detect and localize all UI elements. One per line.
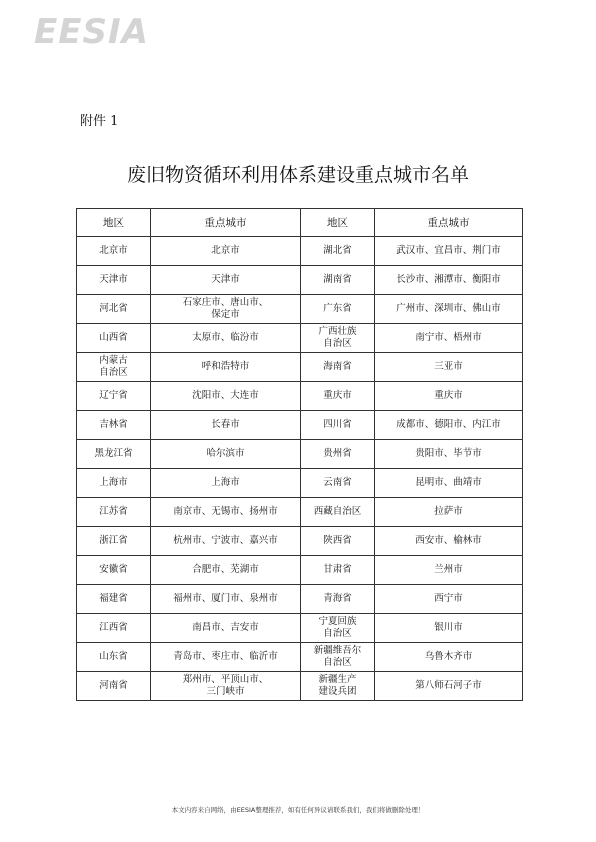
region-cell: 甘肃省 <box>301 556 375 585</box>
region-cell: 山东省 <box>77 643 151 672</box>
table-row <box>77 411 523 440</box>
cities-cell: 沈阳市、大连市 <box>151 382 301 411</box>
document-title: 废旧物资循环利用体系建设重点城市名单 <box>126 164 469 186</box>
cities-cell: 重庆市 <box>375 382 523 411</box>
region-cell: 四川省 <box>301 411 375 440</box>
table-row <box>77 324 523 353</box>
table-row <box>77 266 523 295</box>
cities-cell: 南昌市、吉安市 <box>151 614 301 643</box>
table-row <box>77 527 523 556</box>
region-cell: 江苏省 <box>77 498 151 527</box>
region-cell: 湖北省 <box>301 237 375 266</box>
cities-cell: 兰州市 <box>375 556 523 585</box>
table-body <box>77 237 523 701</box>
cities-cell: 长沙市、湘潭市、衡阳市 <box>375 266 523 295</box>
table-row <box>77 353 523 382</box>
table-row <box>77 237 523 266</box>
cities-cell: 长春市 <box>151 411 301 440</box>
region-cell: 江西省 <box>77 614 151 643</box>
cities-cell: 乌鲁木齐市 <box>375 643 523 672</box>
cities-cell: 拉萨市 <box>375 498 523 527</box>
region-cell: 重庆市 <box>301 382 375 411</box>
cities-cell: 石家庄市、唐山市、 保定市 <box>151 295 301 324</box>
region-cell: 河北省 <box>77 295 151 324</box>
table-row <box>77 295 523 324</box>
table-row <box>77 498 523 527</box>
cities-cell: 西安市、榆林市 <box>375 527 523 556</box>
cities-cell: 呼和浩特市 <box>151 353 301 382</box>
region-cell: 黑龙江省 <box>77 440 151 469</box>
region-cell: 广西壮族 自治区 <box>301 324 375 353</box>
region-cell: 北京市 <box>77 237 151 266</box>
region-cell: 安徽省 <box>77 556 151 585</box>
header-region-2: 地区 <box>301 209 375 237</box>
header-cities-1: 重点城市 <box>151 209 301 237</box>
region-cell: 浙江省 <box>77 527 151 556</box>
cities-cell: 福州市、厦门市、泉州市 <box>151 585 301 614</box>
region-cell: 内蒙古 自治区 <box>77 353 151 382</box>
region-cell: 上海市 <box>77 469 151 498</box>
cities-cell: 银川市 <box>375 614 523 643</box>
key-cities-table <box>76 208 523 701</box>
region-cell: 湖南省 <box>301 266 375 295</box>
region-cell: 辽宁省 <box>77 382 151 411</box>
table-row <box>77 556 523 585</box>
cities-cell: 贵阳市、毕节市 <box>375 440 523 469</box>
table-row <box>77 643 523 672</box>
table-row <box>77 469 523 498</box>
cities-cell: 太原市、临汾市 <box>151 324 301 353</box>
cities-cell: 南宁市、梧州市 <box>375 324 523 353</box>
cities-cell: 合肥市、芜湖市 <box>151 556 301 585</box>
cities-cell: 天津市 <box>151 266 301 295</box>
region-cell: 贵州省 <box>301 440 375 469</box>
cities-cell: 郑州市、平顶山市、 三门峡市 <box>151 672 301 701</box>
region-cell: 云南省 <box>301 469 375 498</box>
table-row <box>77 440 523 469</box>
table-row <box>77 382 523 411</box>
region-cell: 福建省 <box>77 585 151 614</box>
table-header-row <box>77 209 523 237</box>
region-cell: 吉林省 <box>77 411 151 440</box>
region-cell: 青海省 <box>301 585 375 614</box>
cities-cell: 三亚市 <box>375 353 523 382</box>
header-cities-2: 重点城市 <box>375 209 523 237</box>
attachment-label: 附件 1 <box>80 114 119 129</box>
region-cell: 新疆生产 建设兵团 <box>301 672 375 701</box>
region-cell: 海南省 <box>301 353 375 382</box>
cities-cell: 南京市、无锡市、扬州市 <box>151 498 301 527</box>
region-cell: 宁夏回族 自治区 <box>301 614 375 643</box>
region-cell: 天津市 <box>77 266 151 295</box>
footer-note: 本文内容来自网络，由EESIA整理推荐，如有任何异议请联系我们，我们将做删除处理！ <box>171 806 425 814</box>
region-cell: 广东省 <box>301 295 375 324</box>
cities-cell: 成都市、德阳市、内江市 <box>375 411 523 440</box>
region-cell: 西藏自治区 <box>301 498 375 527</box>
cities-cell: 西宁市 <box>375 585 523 614</box>
cities-cell: 北京市 <box>151 237 301 266</box>
region-cell: 河南省 <box>77 672 151 701</box>
cities-cell: 上海市 <box>151 469 301 498</box>
table-row <box>77 672 523 701</box>
cities-cell: 哈尔滨市 <box>151 440 301 469</box>
region-cell: 山西省 <box>77 324 151 353</box>
cities-cell: 第八师石河子市 <box>375 672 523 701</box>
eesia-logo: EESIA <box>34 12 149 52</box>
region-cell: 陕西省 <box>301 527 375 556</box>
cities-cell: 广州市、深圳市、佛山市 <box>375 295 523 324</box>
table-row <box>77 585 523 614</box>
cities-cell: 杭州市、宁波市、嘉兴市 <box>151 527 301 556</box>
cities-cell: 武汉市、宜昌市、荆门市 <box>375 237 523 266</box>
header-region-1: 地区 <box>77 209 151 237</box>
cities-cell: 青岛市、枣庄市、临沂市 <box>151 643 301 672</box>
region-cell: 新疆维吾尔 自治区 <box>301 643 375 672</box>
table-row <box>77 614 523 643</box>
cities-cell: 昆明市、曲靖市 <box>375 469 523 498</box>
